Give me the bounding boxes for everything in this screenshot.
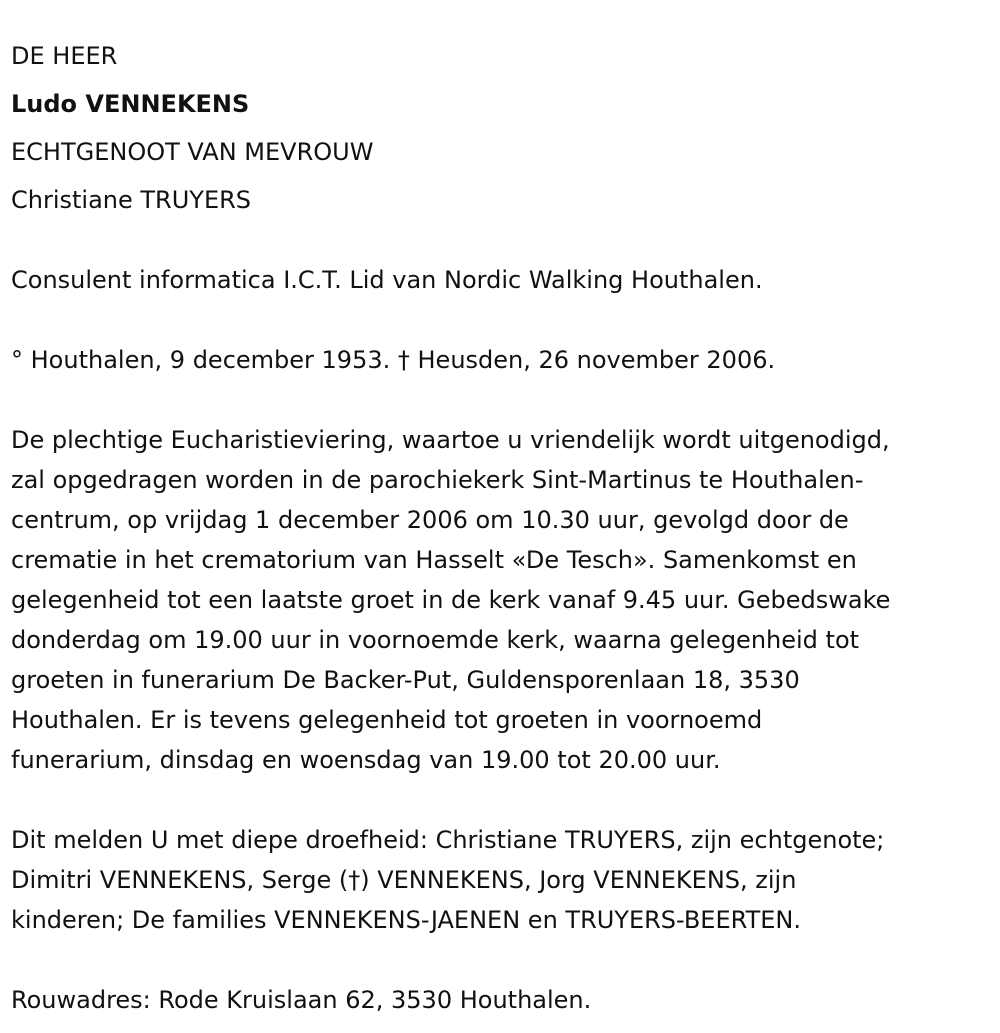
deceased-name: Ludo VENNEKENS <box>11 90 250 118</box>
ceremony-paragraph <box>11 420 890 780</box>
birth-death-line: ° Houthalen, 9 december 1953. † Heusden, 26 november 2006. <box>11 346 776 374</box>
family-line: kinderen; De families VENNEKENS-JAENEN en TRUYERS-BEERTEN. <box>11 906 801 934</box>
ceremony-line: donderdag om 19.00 uur in voornoemde kerk, waarna gelegenheid tot <box>11 626 860 654</box>
ceremony-line: centrum, op vrijdag 1 december 2006 om 10.30 uur, gevolgd door de <box>11 506 849 534</box>
relation-line: ECHTGENOOT VAN MEVROUW <box>11 138 374 166</box>
address-line: Rouwadres: Rode Kruislaan 62, 3530 Houthalen. <box>11 986 592 1014</box>
ceremony-line: funerarium, dinsdag en woensdag van 19.00 tot 20.00 uur. <box>11 746 721 774</box>
ceremony-line: gelegenheid tot een laatste groet in de kerk vanaf 9.45 uur. Gebedswake <box>11 586 891 614</box>
address-block <box>11 980 591 1020</box>
title-line: DE HEER <box>11 42 118 70</box>
ceremony-line: zal opgedragen worden in de parochiekerk Sint-Martinus te Houthalen- <box>11 466 864 494</box>
ceremony-line: De plechtige Eucharistieviering, waartoe u vriendelijk wordt uitgenodigd, <box>11 426 890 454</box>
occupation-line: Consulent informatica I.C.T. Lid van Nordic Walking Houthalen. <box>11 266 763 294</box>
spouse-name: Christiane TRUYERS <box>11 186 252 214</box>
ceremony-line: Houthalen. Er is tevens gelegenheid tot groeten in voornoemd <box>11 706 763 734</box>
ceremony-line: groeten in funerarium De Backer-Put, Guldensporenlaan 18, 3530 <box>11 666 800 694</box>
family-paragraph <box>11 820 884 940</box>
birth-death-block <box>11 340 775 380</box>
family-line: Dit melden U met diepe droefheid: Christiane TRUYERS, zijn echtgenote; <box>11 826 885 854</box>
family-line: Dimitri VENNEKENS, Serge (†) VENNEKENS, Jorg VENNEKENS, zijn <box>11 866 797 894</box>
ceremony-line: crematie in het crematorium van Hasselt «De Tesch». Samenkomst en <box>11 546 857 574</box>
occupation-block <box>11 260 763 300</box>
header-block <box>11 32 373 224</box>
